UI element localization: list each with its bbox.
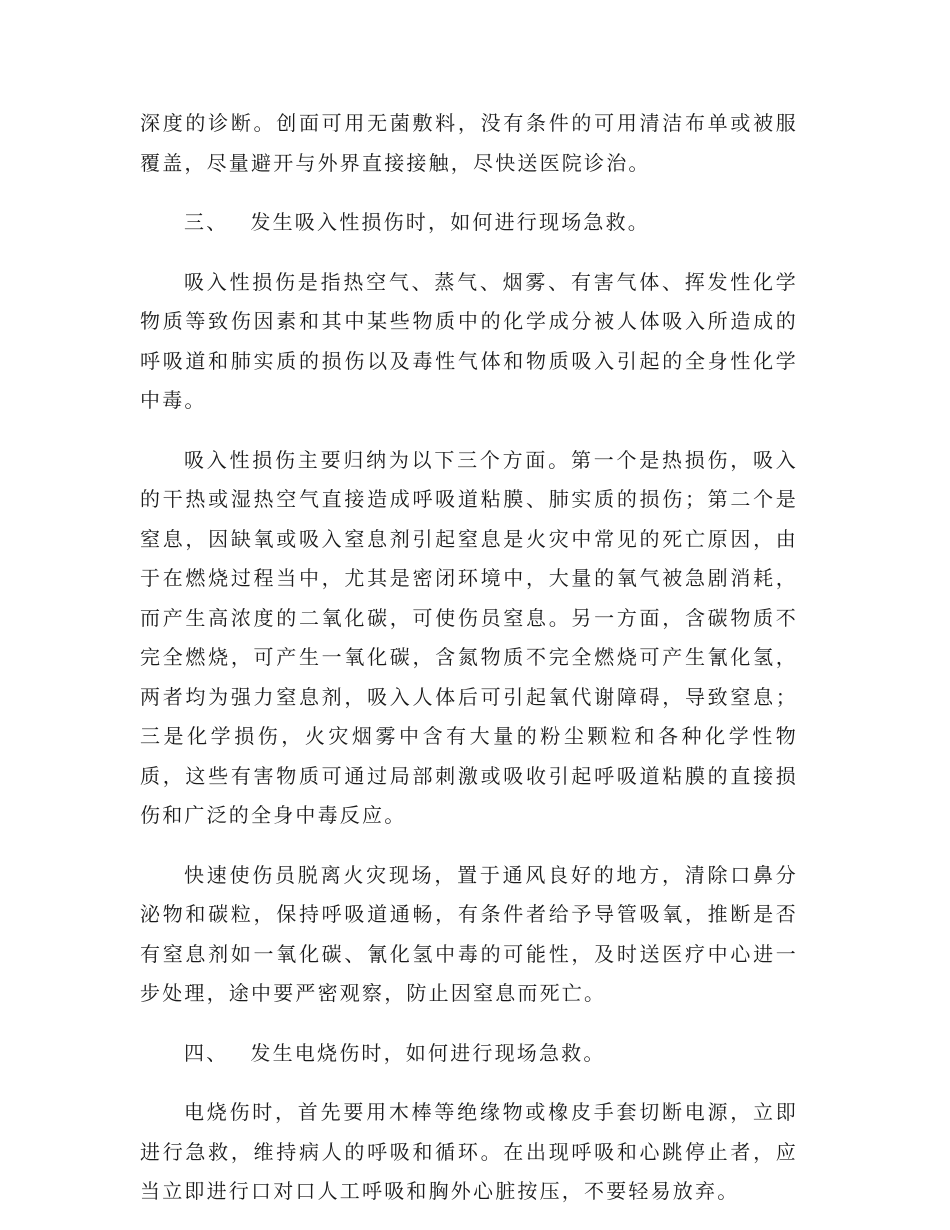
paragraph-definition: 吸入性损伤是指热空气、蒸气、烟雾、有害气体、挥发性化学物质等致伤因素和其中某些物质中的化学成分被人体吸入所造成的呼吸道和肺实质的损伤以及毒性气体和物质吸入引起的全身性化学中毒。: [140, 269, 798, 412]
paragraph-electric-burn: 电烧伤时，首先要用木棒等绝缘物或橡皮手套切断电源，立即进行急救，维持病人的呼吸和循环。在出现呼吸和心跳停止者，应当立即进行口对口人工呼吸和胸外心脏按压，不要轻易放弃。: [140, 1100, 798, 1203]
paragraph-three-aspects: 吸入性损伤主要归纳为以下三个方面。第一个是热损伤，吸入的干热或湿热空气直接造成呼吸道粘膜、肺实质的损伤；第二个是窒息，因缺氧或吸入窒息剂引起窒息是火灾中常见的死亡原因，由于在燃烧过程当中，尤其是密闭环境中，大量的氧气被急剧消耗，而产生高浓度的二氧化碳，可使伤员窒息。另一方面，含碳物质不完全燃烧，可产生一氧化碳，含氮物质不完全燃烧可产生氰化氢，两者均为强力窒息剂，吸入人体后可引起氧代谢障碍，导致窒息；三是化学损伤，火灾烟雾中含有大量的粉尘颗粒和各种化学性物质，这些有害物质可通过局部刺激或吸收引起呼吸道粘膜的直接损伤和广泛的全身中毒反应。: [140, 447, 798, 827]
section-number: 四、: [184, 1040, 229, 1065]
section-heading-4: [140, 1034, 798, 1074]
section-number: 三、: [184, 210, 229, 234]
section-title: 发生吸入性损伤时，如何进行现场急救。: [250, 210, 651, 234]
paragraph-continuation: 深度的诊断。创面可用无菌敷料，没有条件的可用清洁布单或被服覆盖，尽量避开与外界直接接触，尽快送医院诊治。: [140, 111, 798, 175]
section-title: 发生电烧伤时，如何进行现场急救。: [250, 1040, 606, 1065]
document-page: [140, 104, 798, 1212]
section-heading-3: [140, 203, 798, 243]
paragraph-first-aid-steps: 快速使伤员脱离火灾现场，置于通风良好的地方，清除口鼻分泌物和碳粒，保持呼吸道通畅，有条件者给予导管吸氧，推断是否有窒息剂如一氧化碳、氰化氢中毒的可能性，及时送医疗中心进一步处理，途中要严密观察，防止因窒息而死亡。: [140, 862, 798, 1005]
